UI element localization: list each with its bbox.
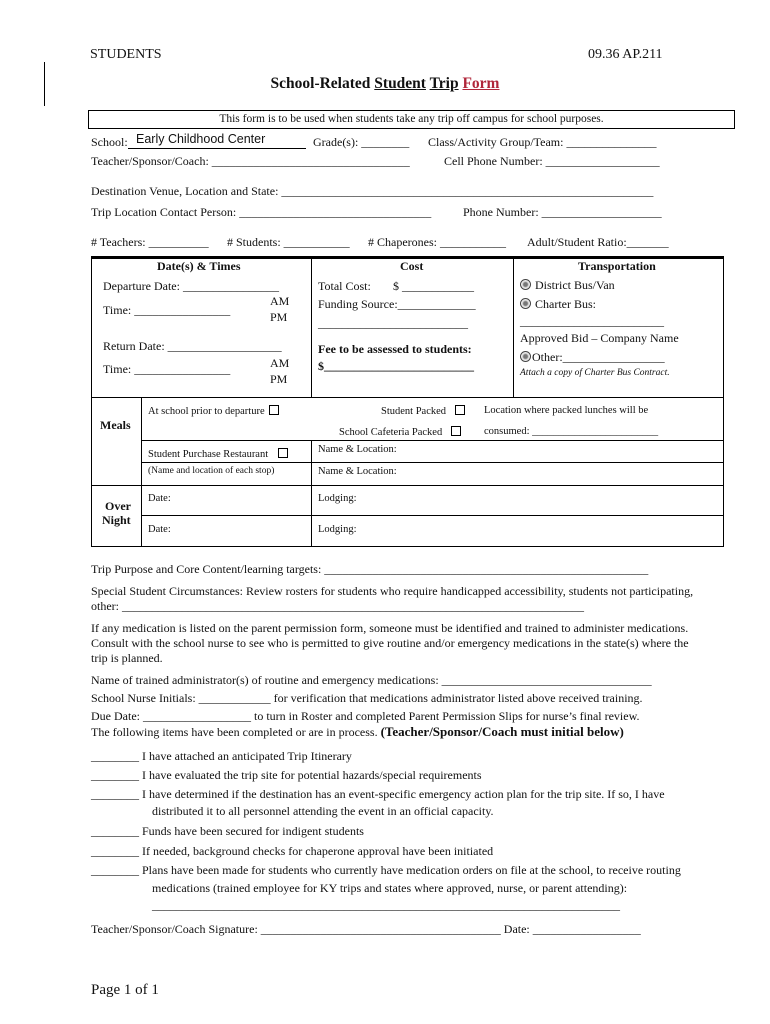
meals-label: Meals	[100, 418, 131, 432]
other-option[interactable]	[520, 350, 665, 365]
checklist-item-emergency-plan[interactable]: ________ I have determined if the destination has an event-specific emergency action plan for the trip site. If so, I have	[91, 787, 665, 801]
phone-field[interactable]: Phone Number: ____________________	[463, 205, 662, 219]
charter-bus-label: Charter Bus:	[535, 297, 596, 311]
due-date-field[interactable]: Due Date: __________________ to turn in Roster and completed Parent Permission Slips for nurse’s final review.	[91, 709, 640, 723]
cafeteria-label: School Cafeteria Packed	[339, 427, 443, 438]
fee-label: Fee to be assessed to students:	[318, 342, 472, 356]
funding-source-line[interactable]: _________________________	[318, 316, 468, 330]
restaurant-label: Student Purchase Restaurant	[148, 449, 269, 460]
fee-field[interactable]: $_________________________	[318, 359, 474, 373]
charter-bus-option[interactable]	[520, 297, 596, 312]
overnight-date-field-1[interactable]: Date:	[148, 493, 171, 504]
signature-date-field[interactable]: Teacher/Sponsor/Coach Signature: ________________________________________ Date: __________________	[91, 922, 641, 936]
teachers-count-field[interactable]: # Teachers: __________	[91, 235, 209, 249]
charter-bus-line[interactable]: ________________________	[520, 314, 664, 328]
medication-text-1: If any medication is listed on the parent permission form, someone must be identified and trained to administer medications.	[91, 621, 689, 635]
medication-text-2: Consult with the school nurse to see who is permitted to give routine and/or emergency medications in the state(s) where the	[91, 636, 689, 650]
radio-icon[interactable]	[520, 298, 531, 309]
dates-times-heading: Date(s) & Times	[157, 259, 241, 273]
nurse-initials-field[interactable]: School Nurse Initials: ____________ for verification that medications administrator listed above received training.	[91, 691, 643, 705]
district-bus-label: District Bus/Van	[535, 278, 615, 292]
departure-date-field[interactable]: Departure Date: ________________	[103, 279, 279, 293]
other-label: Other:_________________	[532, 350, 665, 364]
at-school-option[interactable]	[148, 405, 279, 417]
teacher-field[interactable]: Teacher/Sponsor/Coach: _________________________________	[91, 154, 410, 168]
section-heading: STUDENTS	[90, 47, 162, 62]
school-field[interactable]: Early Childhood Center	[136, 132, 266, 146]
title-part-2: Student	[374, 75, 426, 92]
lodging-field-2[interactable]: Lodging:	[318, 524, 357, 535]
radio-icon[interactable]	[520, 351, 531, 362]
contact-person-field[interactable]: Trip Location Contact Person: ________________________________	[91, 205, 432, 219]
lodging-field-1[interactable]: Lodging:	[318, 493, 357, 504]
page-title	[0, 75, 770, 93]
checklist-item-medication-plans-cont: medications (trained employee for KY trips and states where approved, nurse, or parent attending):	[152, 881, 628, 895]
checklist-item-background-checks[interactable]: ________ If needed, background checks for chaperone approval have been initiated	[91, 844, 494, 858]
special-circumstances-text: Special Student Circumstances: Review rosters for students who require handicapped accessibility, students not participating,	[91, 584, 694, 598]
title-part-1: School-Related	[270, 75, 371, 92]
departure-pm[interactable]: PM	[270, 310, 288, 324]
students-count-field[interactable]: # Students: ___________	[227, 235, 350, 249]
medication-text-3: trip is planned.	[91, 651, 163, 665]
radio-icon[interactable]	[520, 279, 531, 290]
transportation-heading: Transportation	[578, 259, 656, 273]
meals-mid-divider	[311, 440, 312, 546]
class-group-field[interactable]: Class/Activity Group/Team: _______________	[428, 135, 657, 149]
school-underline	[128, 148, 306, 149]
special-circumstances-field[interactable]: other: _____________________________________________________________________________	[91, 599, 584, 613]
cost-heading: Cost	[400, 259, 424, 273]
col-divider-2	[513, 257, 514, 397]
attach-note: Attach a copy of Charter Bus Contract.	[520, 368, 670, 378]
total-cost-field[interactable]: $ ____________	[393, 279, 474, 293]
return-time-field[interactable]: Time: ________________	[103, 362, 231, 376]
checklist-item-medication-plans[interactable]: ________ Plans have been made for students who currently have medication orders on file at the school, to receive routing	[91, 863, 681, 877]
cell-phone-field[interactable]: Cell Phone Number: ___________________	[444, 154, 660, 168]
title-part-3: Trip	[429, 75, 459, 92]
consumed-field[interactable]: consumed: ________________________	[484, 426, 659, 437]
meals-label-divider	[141, 397, 142, 546]
at-school-label: At school prior to departure	[148, 406, 265, 417]
instruction-box	[88, 110, 735, 129]
overnight-label-2: Night	[102, 513, 131, 527]
name-location-field-1[interactable]: Name & Location:	[318, 444, 397, 455]
completion-instructions	[91, 724, 624, 740]
chaperones-count-field[interactable]: # Chaperones: ___________	[368, 235, 506, 249]
departure-am[interactable]: AM	[270, 294, 290, 308]
district-bus-option[interactable]	[520, 278, 615, 293]
return-date-field[interactable]: Return Date: ___________________	[103, 339, 282, 353]
location-packed-label: Location where packed lunches will be	[484, 405, 649, 416]
overnight-label-1: Over	[105, 499, 131, 513]
checkbox-icon[interactable]	[455, 405, 465, 415]
meals-bottom-rule	[91, 485, 724, 486]
checklist-item-itinerary[interactable]: ________ I have attached an anticipated Trip Itinerary	[91, 749, 352, 763]
checklist-item-emergency-plan-cont: distributed it to all personnel attending the event in an official capacity.	[152, 804, 494, 818]
student-packed-option[interactable]	[381, 405, 465, 417]
col-divider-1	[311, 257, 312, 397]
policy-code: 09.36 AP.211	[588, 47, 663, 62]
checkbox-icon[interactable]	[269, 405, 279, 415]
overnight-row-rule	[141, 515, 724, 516]
school-label: School:	[91, 135, 128, 149]
checklist-item-hazards[interactable]: ________ I have evaluated the trip site for potential hazards/special requirements	[91, 768, 482, 782]
total-cost-label: Total Cost:	[318, 279, 371, 293]
title-part-4: Form	[462, 75, 500, 92]
meals-row-rule-1	[141, 440, 724, 441]
restaurant-option[interactable]	[148, 448, 288, 460]
administrator-field[interactable]: Name of trained administrator(s) of routine and emergency medications: ___________________________________	[91, 673, 652, 687]
ratio-field[interactable]: Adult/Student Ratio:_______	[527, 235, 669, 249]
name-location-field-2[interactable]: Name & Location:	[318, 466, 397, 477]
departure-time-field[interactable]: Time: ________________	[103, 303, 231, 317]
following-text: The following items have been completed or are in process.	[91, 725, 378, 739]
cafeteria-option[interactable]	[339, 426, 461, 438]
initial-instruction: (Teacher/Sponsor/Coach must initial below)	[380, 724, 624, 739]
overnight-date-field-2[interactable]: Date:	[148, 524, 171, 535]
return-am[interactable]: AM	[270, 356, 290, 370]
checklist-item-medication-line[interactable]: ______________________________________________________________________________	[152, 898, 620, 912]
funding-source-field[interactable]: Funding Source:_____________	[318, 297, 476, 311]
page-number: Page 1 of 1	[91, 982, 159, 998]
instruction-text: This form is to be used when students take any trip off campus for school purposes.	[219, 113, 604, 125]
meals-row-rule-2	[141, 462, 724, 463]
checkbox-icon[interactable]	[278, 448, 288, 458]
approved-bid-label: Approved Bid – Company Name	[520, 331, 679, 345]
checklist-item-funds[interactable]: ________ Funds have been secured for indigent students	[91, 824, 364, 838]
restaurant-note: (Name and location of each stop)	[148, 466, 275, 476]
destination-field[interactable]: Destination Venue, Location and State: ______________________________________________________________	[91, 184, 654, 198]
student-packed-label: Student Packed	[381, 406, 447, 417]
grades-field[interactable]: Grade(s): ________	[313, 135, 410, 149]
checkbox-icon[interactable]	[451, 426, 461, 436]
trip-purpose-field[interactable]: Trip Purpose and Core Content/learning targets: ______________________________________________________	[91, 562, 649, 576]
return-pm[interactable]: PM	[270, 372, 288, 386]
